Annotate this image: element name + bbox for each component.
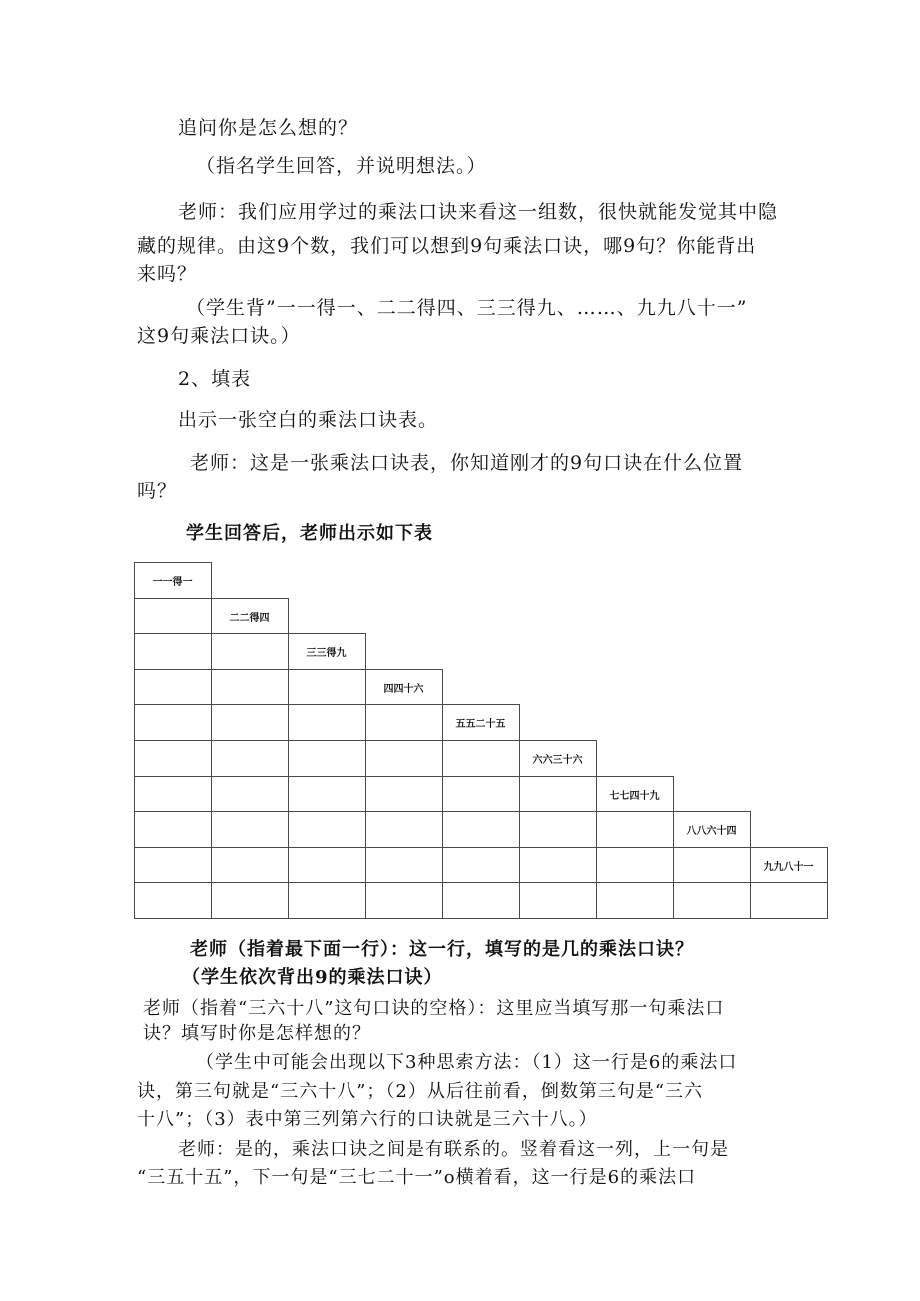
table-cell <box>211 669 289 706</box>
table-cell <box>365 740 443 777</box>
table-cell <box>519 847 597 884</box>
table-cell <box>673 882 751 919</box>
table-cell <box>288 776 366 813</box>
table-cell <box>596 811 674 848</box>
paragraph-line: 藏的规律。由这9个数，我们可以想到9句乘法口诀，哪9句？你能背出 <box>137 235 757 257</box>
paragraph-line: 老师：我们应用学过的乘法口诀来看这一组数，很快就能发觉其中隐 <box>178 201 779 223</box>
paragraph-line: （学生背”一一得一、二二得四、三三得九、……、九九八十一” <box>186 297 748 319</box>
table-cell <box>211 633 289 670</box>
table-cell <box>134 776 212 813</box>
table-cell <box>365 811 443 848</box>
table-cell <box>211 740 289 777</box>
table-cell <box>750 882 828 919</box>
table-cell <box>134 669 212 706</box>
table-cell <box>596 882 674 919</box>
table-cell <box>288 704 366 741</box>
table-cell <box>288 847 366 884</box>
paragraph-line: 这9句乘法口诀。） <box>137 325 301 347</box>
diagonal-label: 八八六十四 <box>686 826 737 838</box>
paragraph-line: 诀？填写时你是怎样想的？ <box>143 1023 371 1044</box>
table-cell <box>211 704 289 741</box>
diagonal-label: 五五二十五 <box>455 719 506 731</box>
paragraph-line: 追问你是怎么想的？ <box>178 117 359 139</box>
table-cell <box>134 633 212 670</box>
paragraph-line: （学生依次背出9的乘法口诀） <box>182 967 443 988</box>
table-cell <box>134 740 212 777</box>
table-caption: 学生回答后，老师出示如下表 <box>186 523 433 544</box>
paragraph-line: 老师：是的，乘法口诀之间是有联系的。竖着看这一列，上一句是 <box>178 1139 729 1160</box>
paragraph-line: （指名学生回答，并说明想法。） <box>196 155 487 177</box>
diagonal-label: 六六三十六 <box>532 755 583 766</box>
table-cell <box>673 847 751 884</box>
table-cell <box>519 882 597 919</box>
diagonal-label: 四四十六 <box>383 683 424 695</box>
table-cell <box>134 598 212 635</box>
table-cell <box>365 882 443 919</box>
table-cell <box>211 776 289 813</box>
paragraph-line: 老师（指着“三六十八”这句口诀的空格）：这里应当填写那一句乘法口 <box>143 998 725 1019</box>
table-cell <box>211 847 289 884</box>
table-cell <box>288 740 366 777</box>
table-cell <box>288 669 366 706</box>
table-cell <box>442 740 520 777</box>
table-cell <box>365 704 443 741</box>
table-cell <box>134 811 212 848</box>
paragraph-line: （学生中可能会出现以下3种思索方法：（1）这一行是6的乘法口 <box>196 1052 738 1073</box>
table-cell <box>442 847 520 884</box>
table-cell <box>134 847 212 884</box>
table-cell <box>442 776 520 813</box>
table-cell <box>442 811 520 848</box>
table-cell <box>365 847 443 884</box>
section-heading: 2、填表 <box>178 368 252 390</box>
paragraph-line: 老师：这是一张乘法口诀表，你知道刚才的9句口诀在什么位置 <box>190 452 744 474</box>
paragraph-line: 十八”；（3）表中第三列第六行的口诀就是三六十八。） <box>137 1109 598 1130</box>
table-cell <box>134 704 212 741</box>
paragraph-line: 老师（指着最下面一行）：这一行，填写的是几的乘法口诀？ <box>190 939 694 960</box>
diagonal-label: 九九八十一 <box>763 861 814 873</box>
table-cell <box>211 882 289 919</box>
paragraph-line: 诀，第三句就是“三六十八”；（2）从后往前看，倒数第三句是“三六 <box>137 1081 704 1102</box>
paragraph-line: 来吗？ <box>137 263 198 285</box>
table-cell <box>288 882 366 919</box>
diagonal-label: 三三得九 <box>306 648 347 660</box>
table-cell <box>519 776 597 813</box>
table-cell <box>211 811 289 848</box>
diagonal-label: 七七四十九 <box>609 790 660 802</box>
table-cell <box>134 882 212 919</box>
table-cell <box>596 847 674 884</box>
diagonal-label: 二二得四 <box>229 612 270 624</box>
table-cell <box>442 882 520 919</box>
paragraph-line: “三五十五”，下一句是“三七二十一”o横着看，这一行是6的乘法口 <box>137 1167 697 1188</box>
table-cell <box>519 811 597 848</box>
paragraph-line: 吗？ <box>137 480 178 502</box>
paragraph-line: 出示一张空白的乘法口诀表。 <box>178 409 439 431</box>
table-cell <box>288 811 366 848</box>
diagonal-label: 一一得一 <box>152 577 193 588</box>
table-cell <box>365 776 443 813</box>
